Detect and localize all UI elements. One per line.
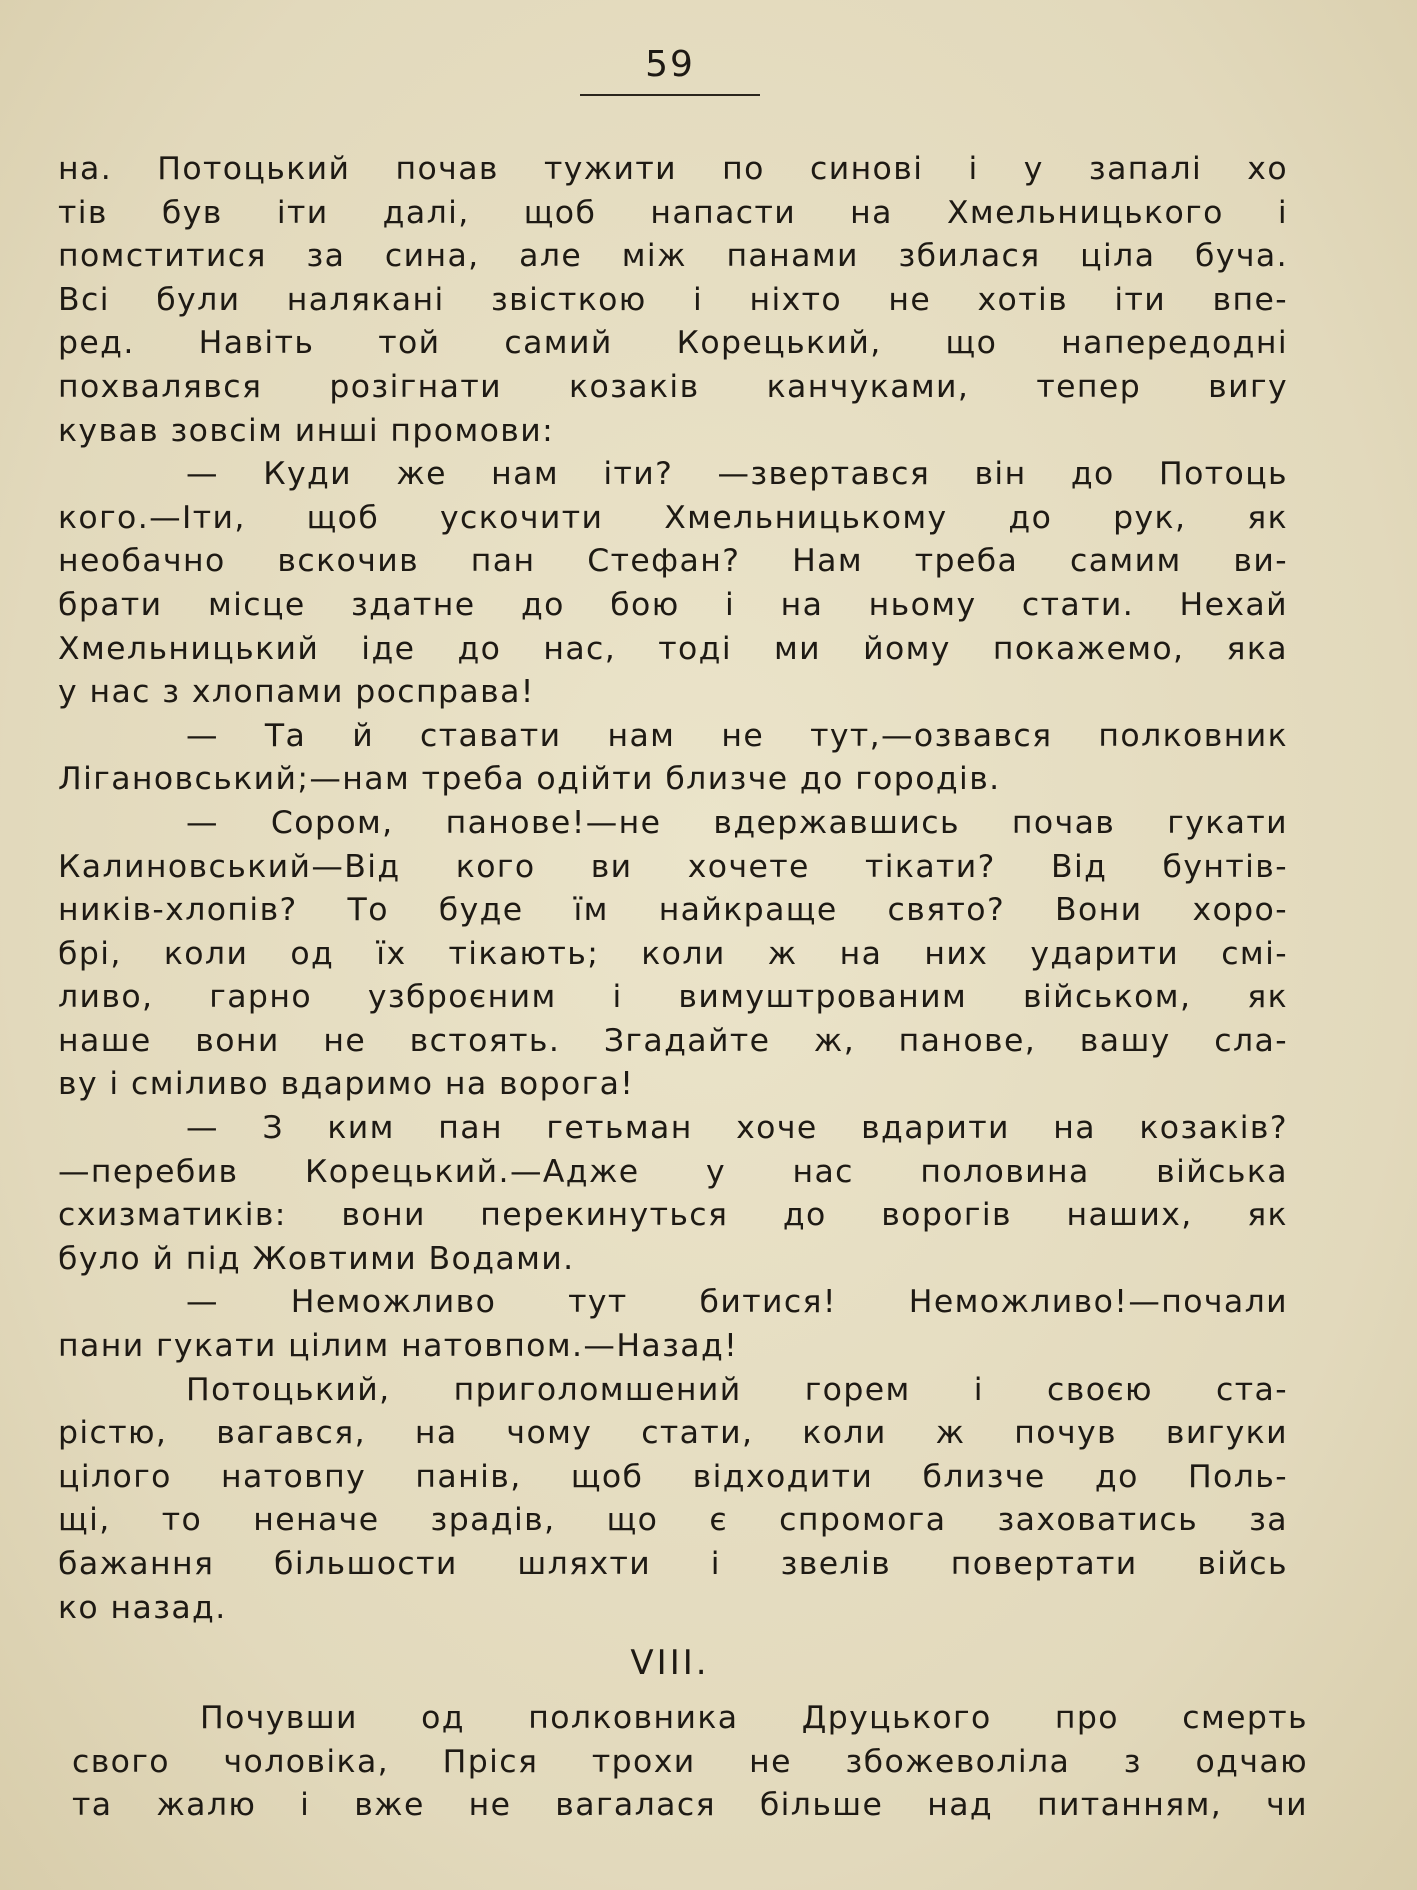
text-line: схизматиків: вони перекинуться до ворогів наших, як — [58, 1197, 1288, 1234]
text-line: брати місце здатне до бою і на ньому стати. Нехай — [58, 586, 1288, 623]
text-line: тів був іти далі, щоб напасти на Хмельницького і — [58, 194, 1288, 231]
text-line: бажання більшости шляхти і звелів повертати війсь — [58, 1546, 1288, 1582]
paragraph-start-line: Почувши од полковника Друцького про смерть — [200, 1700, 1308, 1736]
text-line: —перебив Корецький.—Адже у нас половина війська — [58, 1153, 1288, 1190]
body-text — [58, 148, 1288, 1630]
dialogue-line: — З ким пан гетьман хоче вдарити на козаків? — [186, 1110, 1288, 1147]
text-line: щі, то неначе зрадів, що є спромога заховатись за — [58, 1502, 1288, 1539]
text-line: пани гукати цілим натовпом.—Назад! — [58, 1328, 739, 1365]
text-line: ву і сміливо вдаримо на ворога! — [58, 1066, 635, 1103]
chapter-heading: VIII. — [630, 1643, 710, 1683]
dialogue-line: — Куди же нам іти? —звертався він до Потоць — [186, 456, 1288, 493]
text-line: кував зовсім инші промови: — [58, 412, 555, 449]
text-line: Лігановський;—нам треба одійти близче до городів. — [58, 761, 1001, 798]
text-line: наше вони не встоять. Згадайте ж, панове, вашу сла- — [58, 1022, 1288, 1059]
text-line: ко назад. — [58, 1589, 227, 1626]
text-line: на. Потоцький почав тужити по синові і у запалі хо — [58, 151, 1288, 187]
text-line: ників-хлопів? То буде їм найкраще свято? Вони хоро- — [58, 892, 1288, 929]
text-line: Хмельницький іде до нас, тоді ми йому покажемо, яка — [58, 630, 1288, 667]
text-line: та жалю і вже не вагалася більше над питанням, чи — [72, 1787, 1308, 1824]
text-line: Всі були налякані звісткою і ніхто не хотів іти впе- — [58, 281, 1288, 318]
text-line: ливо, гарно узброєним і вимуштрованим військом, як — [58, 979, 1288, 1016]
dialogue-line: — Та й ставати нам не тут,—озвався полковник — [186, 717, 1288, 754]
text-line: помститися за сина, але між панами збилася ціла буча. — [58, 238, 1288, 275]
chapter-body-text — [72, 1697, 1308, 1828]
text-line: рістю, вагався, на чому стати, коли ж почув вигуки — [58, 1415, 1288, 1452]
text-line: ред. Навіть той самий Корецький, що напередодні — [58, 325, 1288, 362]
page-number-rule — [580, 94, 760, 96]
text-line: цілого натовпу панів, щоб відходити близче до Поль- — [58, 1458, 1288, 1495]
text-line: брі, коли од їх тікають; коли ж на них ударити смі- — [58, 935, 1288, 972]
text-line: необачно вскочив пан Стефан? Нам треба самим ви- — [58, 543, 1288, 580]
text-line: свого чоловіка, Пріся трохи не збожеволіла з одчаю — [72, 1743, 1308, 1780]
text-line: було й під Жовтими Водами. — [58, 1240, 575, 1277]
paragraph-start-line: Потоцький, приголомшений горем і своєю ста- — [186, 1371, 1288, 1408]
text-line: похвалявся розігнати козаків канчуками, тепер вигу — [58, 368, 1288, 405]
page-number: 59 — [645, 44, 695, 85]
text-line: кого.—Іти, щоб ускочити Хмельницькому до рук, як — [58, 499, 1288, 536]
dialogue-line: — Неможливо тут битися! Неможливо!—почали — [186, 1284, 1288, 1321]
text-line: Калиновський—Від кого ви хочете тікати? Від бунтів- — [58, 848, 1288, 885]
text-line: у нас з хлопами росправа! — [58, 674, 535, 711]
dialogue-line: — Сором, панове!—не вдержавшись почав гукати — [186, 804, 1288, 841]
